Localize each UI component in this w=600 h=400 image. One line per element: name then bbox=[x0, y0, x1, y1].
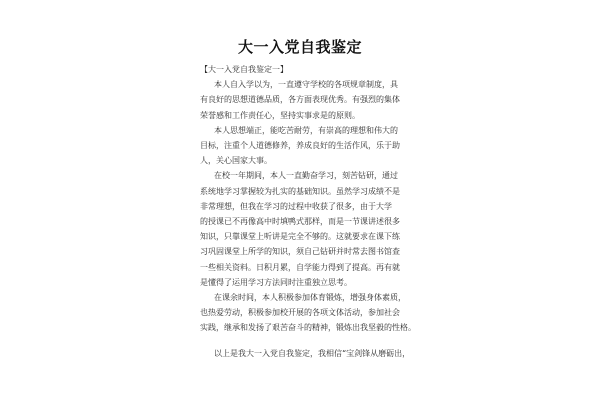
body-text-line: 在课余时间，本人积极参加体育锻炼，增强身体素质， bbox=[214, 293, 406, 303]
body-text-line: 本人思想端正，能吃苦耐劳，有崇高的理想和伟大的 bbox=[214, 125, 398, 135]
paragraph-gap bbox=[200, 336, 416, 346]
body-text-line: 系统地学习掌握较为扎实的基础知识。虽然学习成绩不是 bbox=[200, 186, 400, 196]
body-text-line: 人，关心国家大事。 bbox=[200, 156, 272, 166]
body-text-line: 也热爱劳动，积极参加校开展的各项文体活动，参加社会 bbox=[200, 308, 400, 318]
document-title: 大一入党自我鉴定 bbox=[237, 38, 362, 56]
body-text-line: 是懂得了运用学习方法同时注重独立思考。 bbox=[200, 277, 352, 287]
body-text-line: 非常理想，但我在学习的过程中收获了很多，由于大学 bbox=[200, 201, 392, 211]
body-text-line: 一些相关资料。日积月累，自学能力得到了提高。再有就 bbox=[200, 262, 400, 272]
document-body bbox=[200, 62, 416, 361]
body-text-line: 本人自入学以为，一直遵守学校的各项规章制度，具 bbox=[214, 80, 398, 90]
body-text-line: 目标，注重个人道德修养，养成良好的生活作风，乐于助 bbox=[200, 141, 400, 151]
body-text-line: 习巩固课堂上所学的知识，须自己钻研并时常去图书馆查 bbox=[200, 247, 400, 257]
body-text-line: 知识，只靠课堂上听讲是完全不够的。这就要求在课下练 bbox=[200, 232, 400, 242]
body-text-line: 荣誉感和工作责任心，坚持实事求是的原则。 bbox=[200, 110, 360, 120]
section-heading: 【大一入党自我鉴定一】 bbox=[200, 65, 288, 74]
body-text-line: 的授课已不再像高中时填鸭式那样，而是一节课讲述很多 bbox=[200, 217, 400, 227]
body-text-line: 有良好的思想道德品质，各方面表现优秀。有强烈的集体 bbox=[200, 95, 400, 105]
body-text-line: 实践，继承和发扬了艰苦奋斗的精神，锻炼出我坚毅的性格。 bbox=[200, 323, 416, 333]
body-text-line: 以上是我大一入党自我鉴定，我相信“宝剑锋从磨砺出， bbox=[214, 348, 411, 358]
body-text-line: 在校一年期间，本人一直勤奋学习，刻苦钻研，通过 bbox=[214, 171, 398, 181]
